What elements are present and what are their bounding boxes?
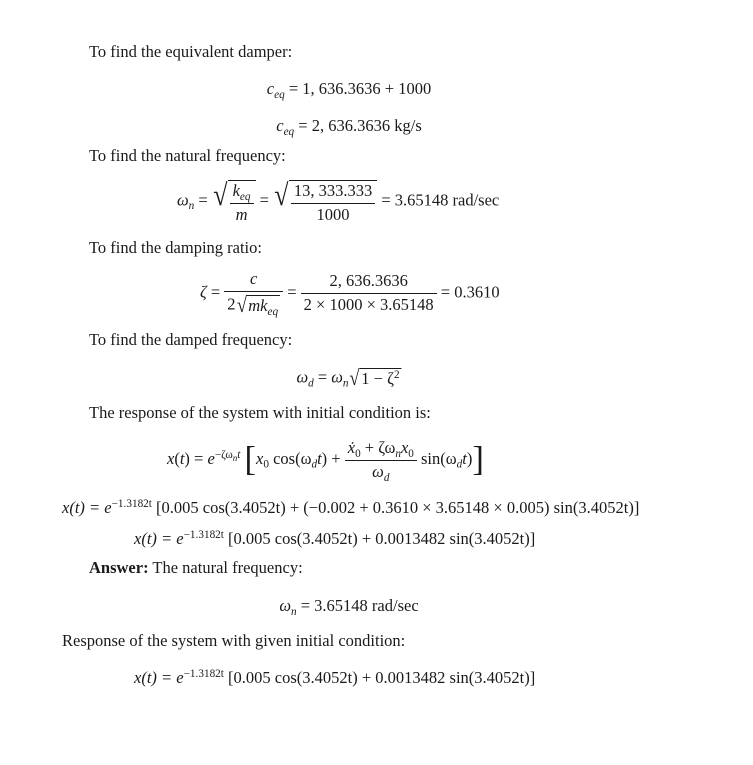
answer-heading: Answer: The natural frequency:	[89, 558, 303, 577]
damping-ratio-equation: ζ = c 2 √ $mk_{eq}$ = $\frac{2, 636.3636}{2 \times 1000 \times 3.65148}$ = 0.3610	[200, 269, 500, 318]
substituted-response-2: $x(t) = e^{-1.3182t}$ [0.005 cos(3.4052t) + 0.0013482 sin(3.4052t)]	[134, 528, 536, 548]
heading-natural-frequency: To find the natural frequency:	[89, 146, 286, 165]
heading-damped-frequency: To find the damped frequency:	[89, 330, 293, 349]
ceq-equation-1: $c_{eq} = 1$, 636.3636 + 1000	[266, 79, 432, 101]
heading-response: The response of the system with initial condition is:	[89, 403, 431, 422]
heading-final-response: Response of the system with given initial condition:	[62, 631, 406, 650]
answer-natural-frequency: $\omega_n = 3.65148$ rad/sec	[279, 596, 419, 618]
heading-equivalent-damper: To find the equivalent damper:	[89, 42, 293, 61]
final-response-equation: $x(t) = e^{-1.3182t}$ [0.005 cos(3.4052t) + 0.0013482 sin(3.4052t)]	[134, 667, 536, 687]
heading-damping-ratio: To find the damping ratio:	[89, 238, 262, 257]
natural-frequency-equation: $\omega_n$ = √ $\frac{k_{eq}}{m}$ = √ $\frac{13, 333.333}{1000}$ = 3.65148 rad/sec	[177, 178, 500, 224]
damped-frequency-equation: $\omega_d = \omega_n$ √ $1 - \zeta^2$	[296, 366, 400, 390]
substituted-response-1: $x(t) = e^{-1.3182t}$ [0.005 cos(3.4052t) + (−0.002 + 0.3610 × 3.65148 × 0.005) sin(3.4052t)]	[62, 497, 640, 517]
general-response-equation: $x(t) = e^{-\zeta\omega_nt}$ [$x_0$ $\cos(\omega_dt)$ + $\frac{ẋ_0 + \zeta\omega_nx_0}{\omega_d}$ $\sin(\omega_dt)$]	[167, 438, 484, 484]
ceq-equation-2: $c_{eq} = 2$, 636.3636 kg/s	[276, 116, 422, 138]
